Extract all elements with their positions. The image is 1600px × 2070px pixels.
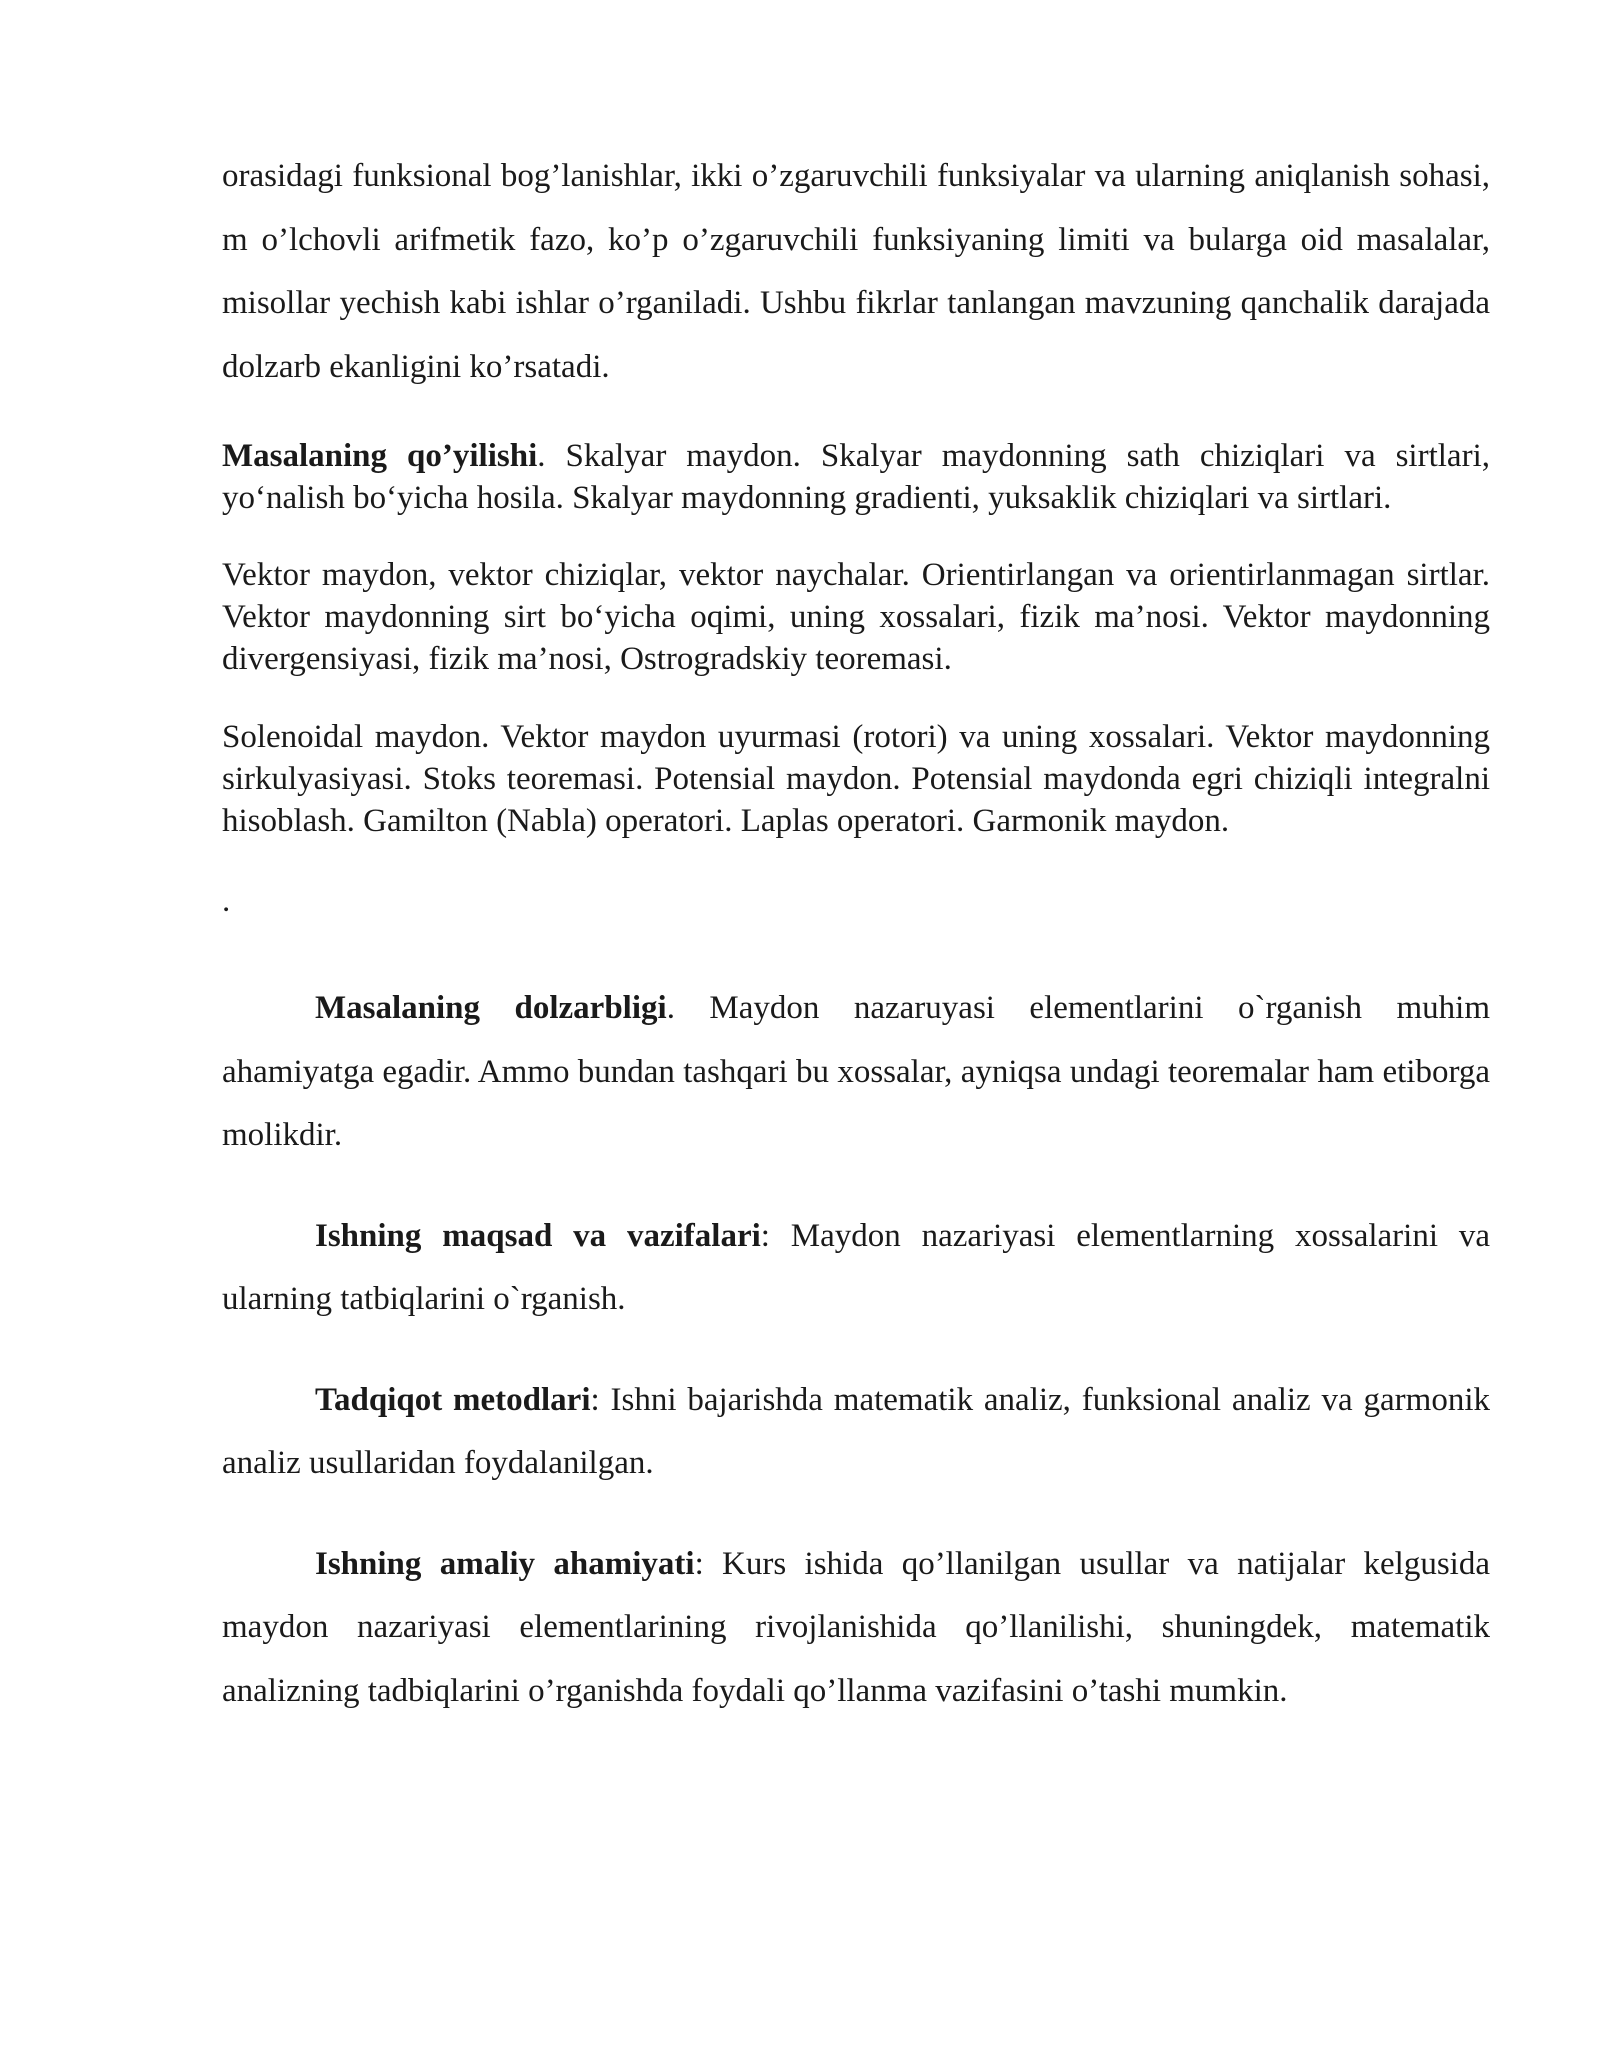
- goals-heading-punct: :: [760, 1217, 770, 1254]
- stray-dot: .: [222, 883, 231, 919]
- relevance-heading: Masalaning dolzarbligi: [315, 990, 667, 1026]
- methods-heading-punct: :: [590, 1381, 600, 1418]
- intro-paragraph: orasidagi funksional bog’lanishlar, ikki o’zgaruvchili funksiyalar va ularning aniqlanish sohasi, m o’lchovli arifmetik fazo, ko’p o’zgaruvchili funksiyaning limiti va bularga oid masalalar, misollar yechish kabi ishlar o’rganiladi. Ushbu fikrlar tanlangan mavzuning qanchalik darajada dolzarb ekanligini ko’rsatadi.: [222, 158, 1490, 385]
- relevance-text: Maydon nazaruyasi elementlarini o`rganish muhim ahamiyatga egadir. Ammo bundan tashqari bu xossalar, ayniqsa undagi teoremalar ham etiborga molikdir.: [222, 990, 1490, 1153]
- problem-statement-heading-punct: .: [537, 438, 546, 474]
- practical-value-text: Kurs ishida qo’llanilgan usullar va natijalar kelgusida maydon nazariyasi elementlarining rivojlanishida qo’llanilishi, shuningdek, matematik analizning tadbiqlarini o’rganishda foydali qo’llanma vazifasini o’tashi mumkin.: [222, 1545, 1490, 1709]
- relevance-paragraph: [222, 977, 1490, 1168]
- problem-statement-heading: Masalaning qo’yilishi: [222, 438, 538, 474]
- vector-field-paragraph: Vektor maydon, vektor chiziqlar, vektor naychalar. Orientirlangan va orientirlanmagan sirtlar. Vektor maydonning sirt bo‘yicha oqimi, uning xossalari, fizik ma’nosi. Vektor maydonning divergensiyasi, fizik ma’nosi, Ostrogradskiy teoremasi.: [222, 557, 1490, 677]
- relevance-heading-punct: .: [666, 990, 675, 1026]
- methods-paragraph: [222, 1369, 1490, 1496]
- goals-paragraph: [222, 1205, 1490, 1332]
- goals-text: Maydon nazariyasi elementlarning xossalarini va ularning tatbiqlarini o`rganish.: [222, 1217, 1490, 1317]
- methods-heading: Tadqiqot metodlari: [315, 1381, 591, 1418]
- problem-statement-paragraph: [222, 435, 1490, 519]
- practical-value-heading: Ishning amaliy ahamiyati: [315, 1545, 695, 1582]
- methods-text: Ishni bajarishda matematik analiz, funksional analiz va garmonik analiz usullaridan foydalanilgan.: [222, 1381, 1490, 1481]
- problem-statement-text: Skalyar maydon. Skalyar maydonning sath chiziqlari va sirtlari, yo‘nalish bo‘yicha hosila. Skalyar maydonning gradienti, yuksaklik chiziqlari va sirtlari.: [222, 438, 1490, 516]
- practical-value-heading-punct: :: [694, 1545, 704, 1582]
- goals-heading: Ishning maqsad va vazifalari: [315, 1217, 761, 1254]
- practical-value-paragraph: [222, 1533, 1490, 1724]
- document-page: [222, 145, 1490, 1723]
- solenoidal-paragraph: Solenoidal maydon. Vektor maydon uyurmasi (rotori) va uning xossalari. Vektor maydonning sirkulyasiyasi. Stoks teoremasi. Potensial maydon. Potensial maydonda egri chiziqli integralni hisoblash. Gamilton (Nabla) operatori. Laplas operatori. Garmonik maydon.: [222, 719, 1490, 839]
